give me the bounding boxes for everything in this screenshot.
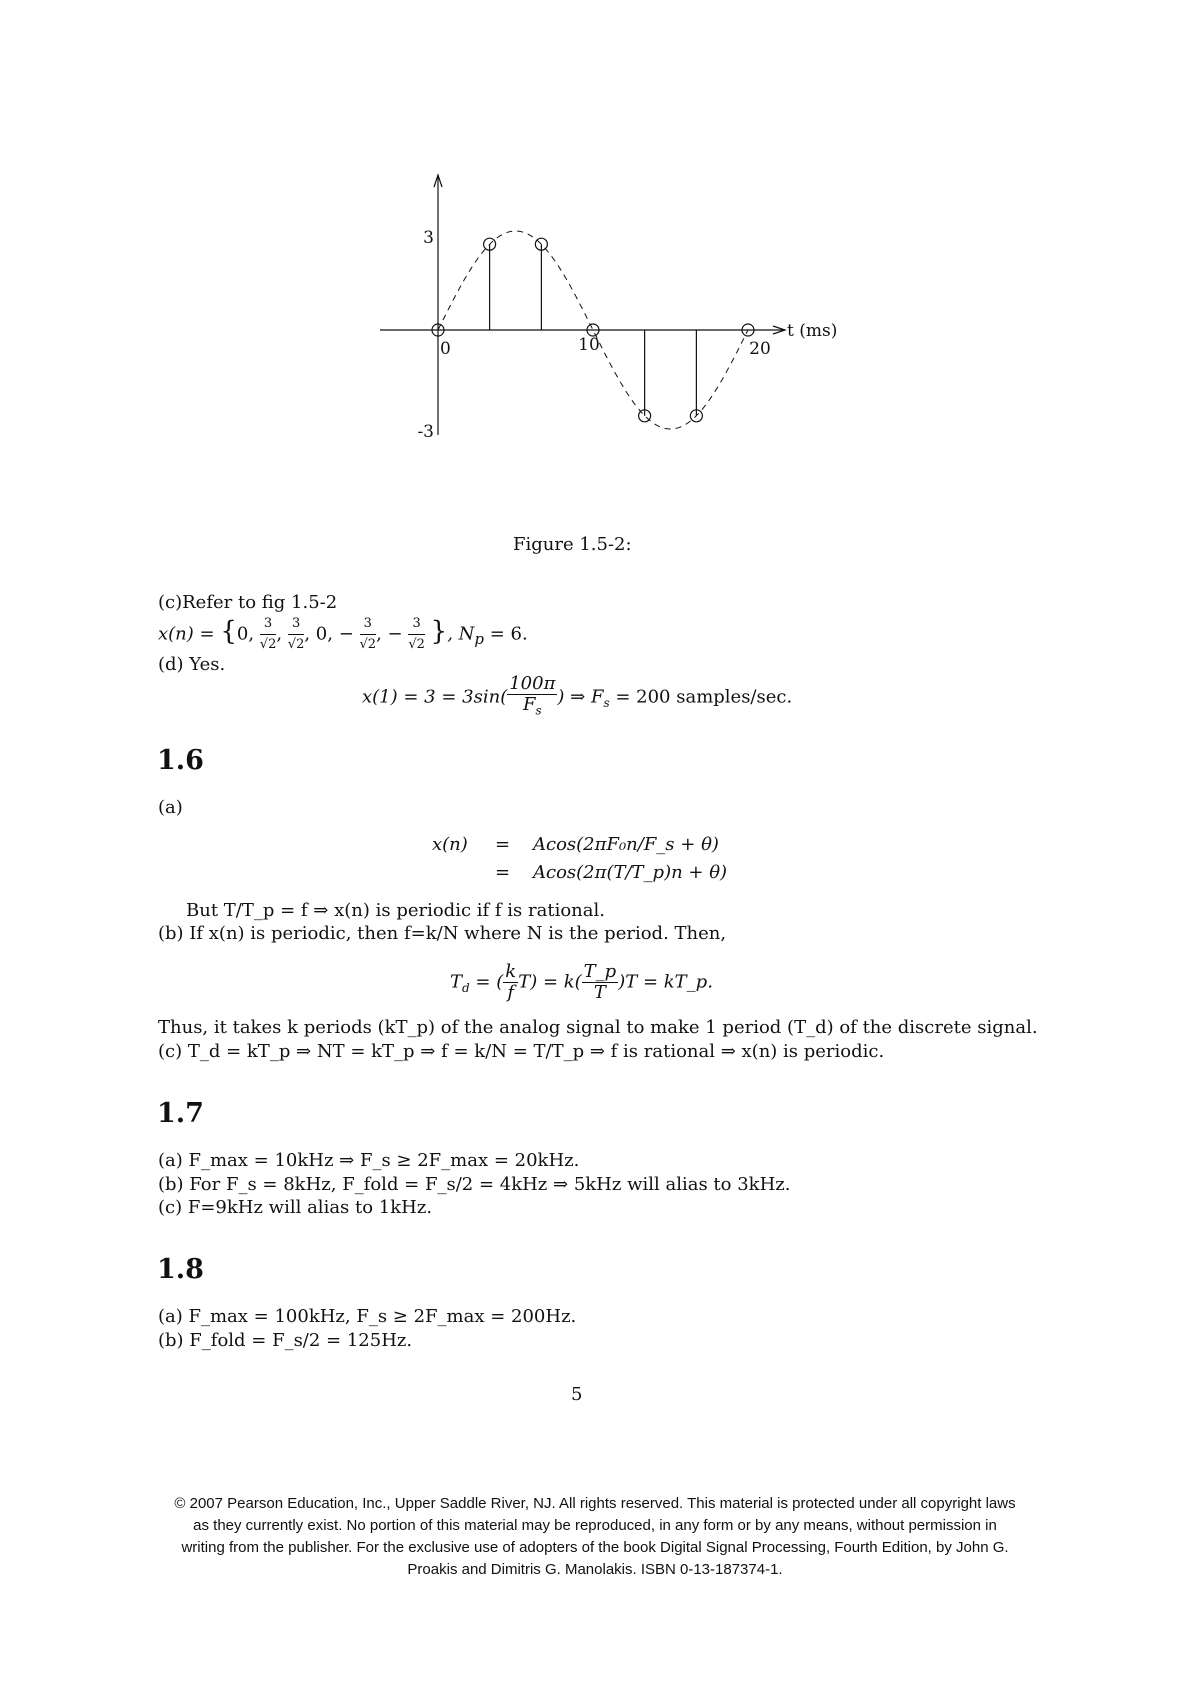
brace-open: {: [220, 616, 237, 647]
figure-caption: Figure 1.5-2:: [513, 534, 632, 555]
frac-tp-t: $\frac{T\_p}{T}$: [583, 961, 617, 1003]
page-number: 5: [571, 1384, 583, 1405]
section-1-7-heading: 1.7: [157, 1098, 204, 1129]
td-equation: $T_d$ = ( $\frac{k}{f}$ T) = k( $\frac{T\_p}{T}$ )T = kT_p.: [450, 961, 713, 1003]
section-1-6-heading: 1.6: [157, 745, 204, 776]
footer-line-3: writing from the publisher. For the exclusive use of adopters of the book Digital Signal Processing, Fourth Edition, by John G.: [181, 1539, 1009, 1556]
eq1-equals: =: [495, 834, 511, 855]
thus-line: Thus, it takes k periods (kT_p) of the analog signal to make 1 period (T_d) of the discrete signal.: [158, 1017, 1038, 1038]
part-a-1-8: (a) F_max = 100kHz, F_s ≥ 2F_max = 200Hz.: [158, 1306, 577, 1327]
part-c-1-7: (c) F=9kHz will alias to 1kHz.: [158, 1197, 433, 1218]
part-b-1-6: (b) If x(n) is periodic, then f=k/N where N is the period. Then,: [158, 923, 727, 944]
brace-close: }: [430, 616, 448, 647]
frac-3: $\frac{3}{√2}$: [359, 616, 377, 652]
part-a-1-6: (a): [158, 797, 183, 818]
tick-labels-group: [417, 228, 837, 442]
footer-line-1: © 2007 Pearson Education, Inc., Upper Saddle River, NJ. All rights reserved. This material is protected under all copyright laws: [174, 1495, 1016, 1512]
part-b-1-7: (b) For F_s = 8kHz, F_fold = F_s/2 = 4kHz ⇒ 5kHz will alias to 3kHz.: [158, 1174, 791, 1195]
frac-100pi: $\frac{100\pi}{F_s}$: [509, 673, 556, 718]
x-tick-label-10: 10: [578, 335, 600, 355]
eq1-rhs: Acos(2πF₀n/F_s + θ): [533, 834, 719, 855]
sequence-equation: x(n) = {0, $\frac{3}{√2}$ , $\frac{3}{√2}$ , 0, − $\frac{3}{√2}$ , − $\frac{3}{√2}$ }, $N_p = 6$.: [158, 614, 528, 656]
xn-lhs: x(n) =: [158, 623, 221, 645]
part-a-1-7: (a) F_max = 10kHz ⇒ F_s ≥ 2F_max = 20kHz.: [158, 1150, 580, 1171]
part-d-yes: (d) Yes.: [158, 654, 226, 675]
part-c-1-6: (c) T_d = kT_p ⇒ NT = kT_p ⇒ f = k/N = T/T_p ⇒ f is rational ⇒ x(n) is periodic.: [158, 1041, 885, 1062]
part-c-refer: (c)Refer to fig 1.5-2: [158, 592, 338, 613]
plot-axes: [380, 175, 785, 435]
frac-4: $\frac{3}{√2}$: [408, 616, 425, 652]
eq2-rhs: Acos(2π(T/T_p)n + θ): [533, 862, 728, 883]
y-tick-label-neg3: -3: [417, 422, 434, 442]
eq1-lhs: x(n): [432, 834, 468, 855]
x-tick-label-0: 0: [440, 339, 451, 359]
frac-k-f: $\frac{k}{f}$: [505, 961, 517, 1003]
but-line: But T/T_p = f ⇒ x(n) is periodic if f is rational.: [186, 900, 605, 921]
section-1-8-heading: 1.8: [157, 1254, 204, 1285]
footer-line-4: Proakis and Dimitris G. Manolakis. ISBN 0-13-187374-1.: [407, 1561, 783, 1578]
frac-1: $\frac{3}{√2}$: [259, 616, 277, 652]
footer-line-2: as they currently exist. No portion of this material may be reproduced, in any form or by any means, without permission in: [193, 1517, 997, 1534]
x-tick-label-20: 20: [749, 339, 771, 359]
figure-1-5-2-plot: [380, 170, 840, 460]
y-tick-label-3: 3: [423, 228, 434, 248]
fs-equation: x(1) = 3 = 3sin( $\frac{100\pi}{F_s}$ ) ⇒ $F_s = 200$ samples/sec.: [362, 674, 792, 721]
frac-2: $\frac{3}{√2}$: [287, 616, 305, 652]
copyright-footer: [0, 1493, 1190, 1581]
part-b-1-8: (b) F_fold = F_s/2 = 125Hz.: [158, 1330, 413, 1351]
eq2-equals: =: [495, 862, 511, 883]
x-axis-label: t (ms): [787, 321, 838, 341]
